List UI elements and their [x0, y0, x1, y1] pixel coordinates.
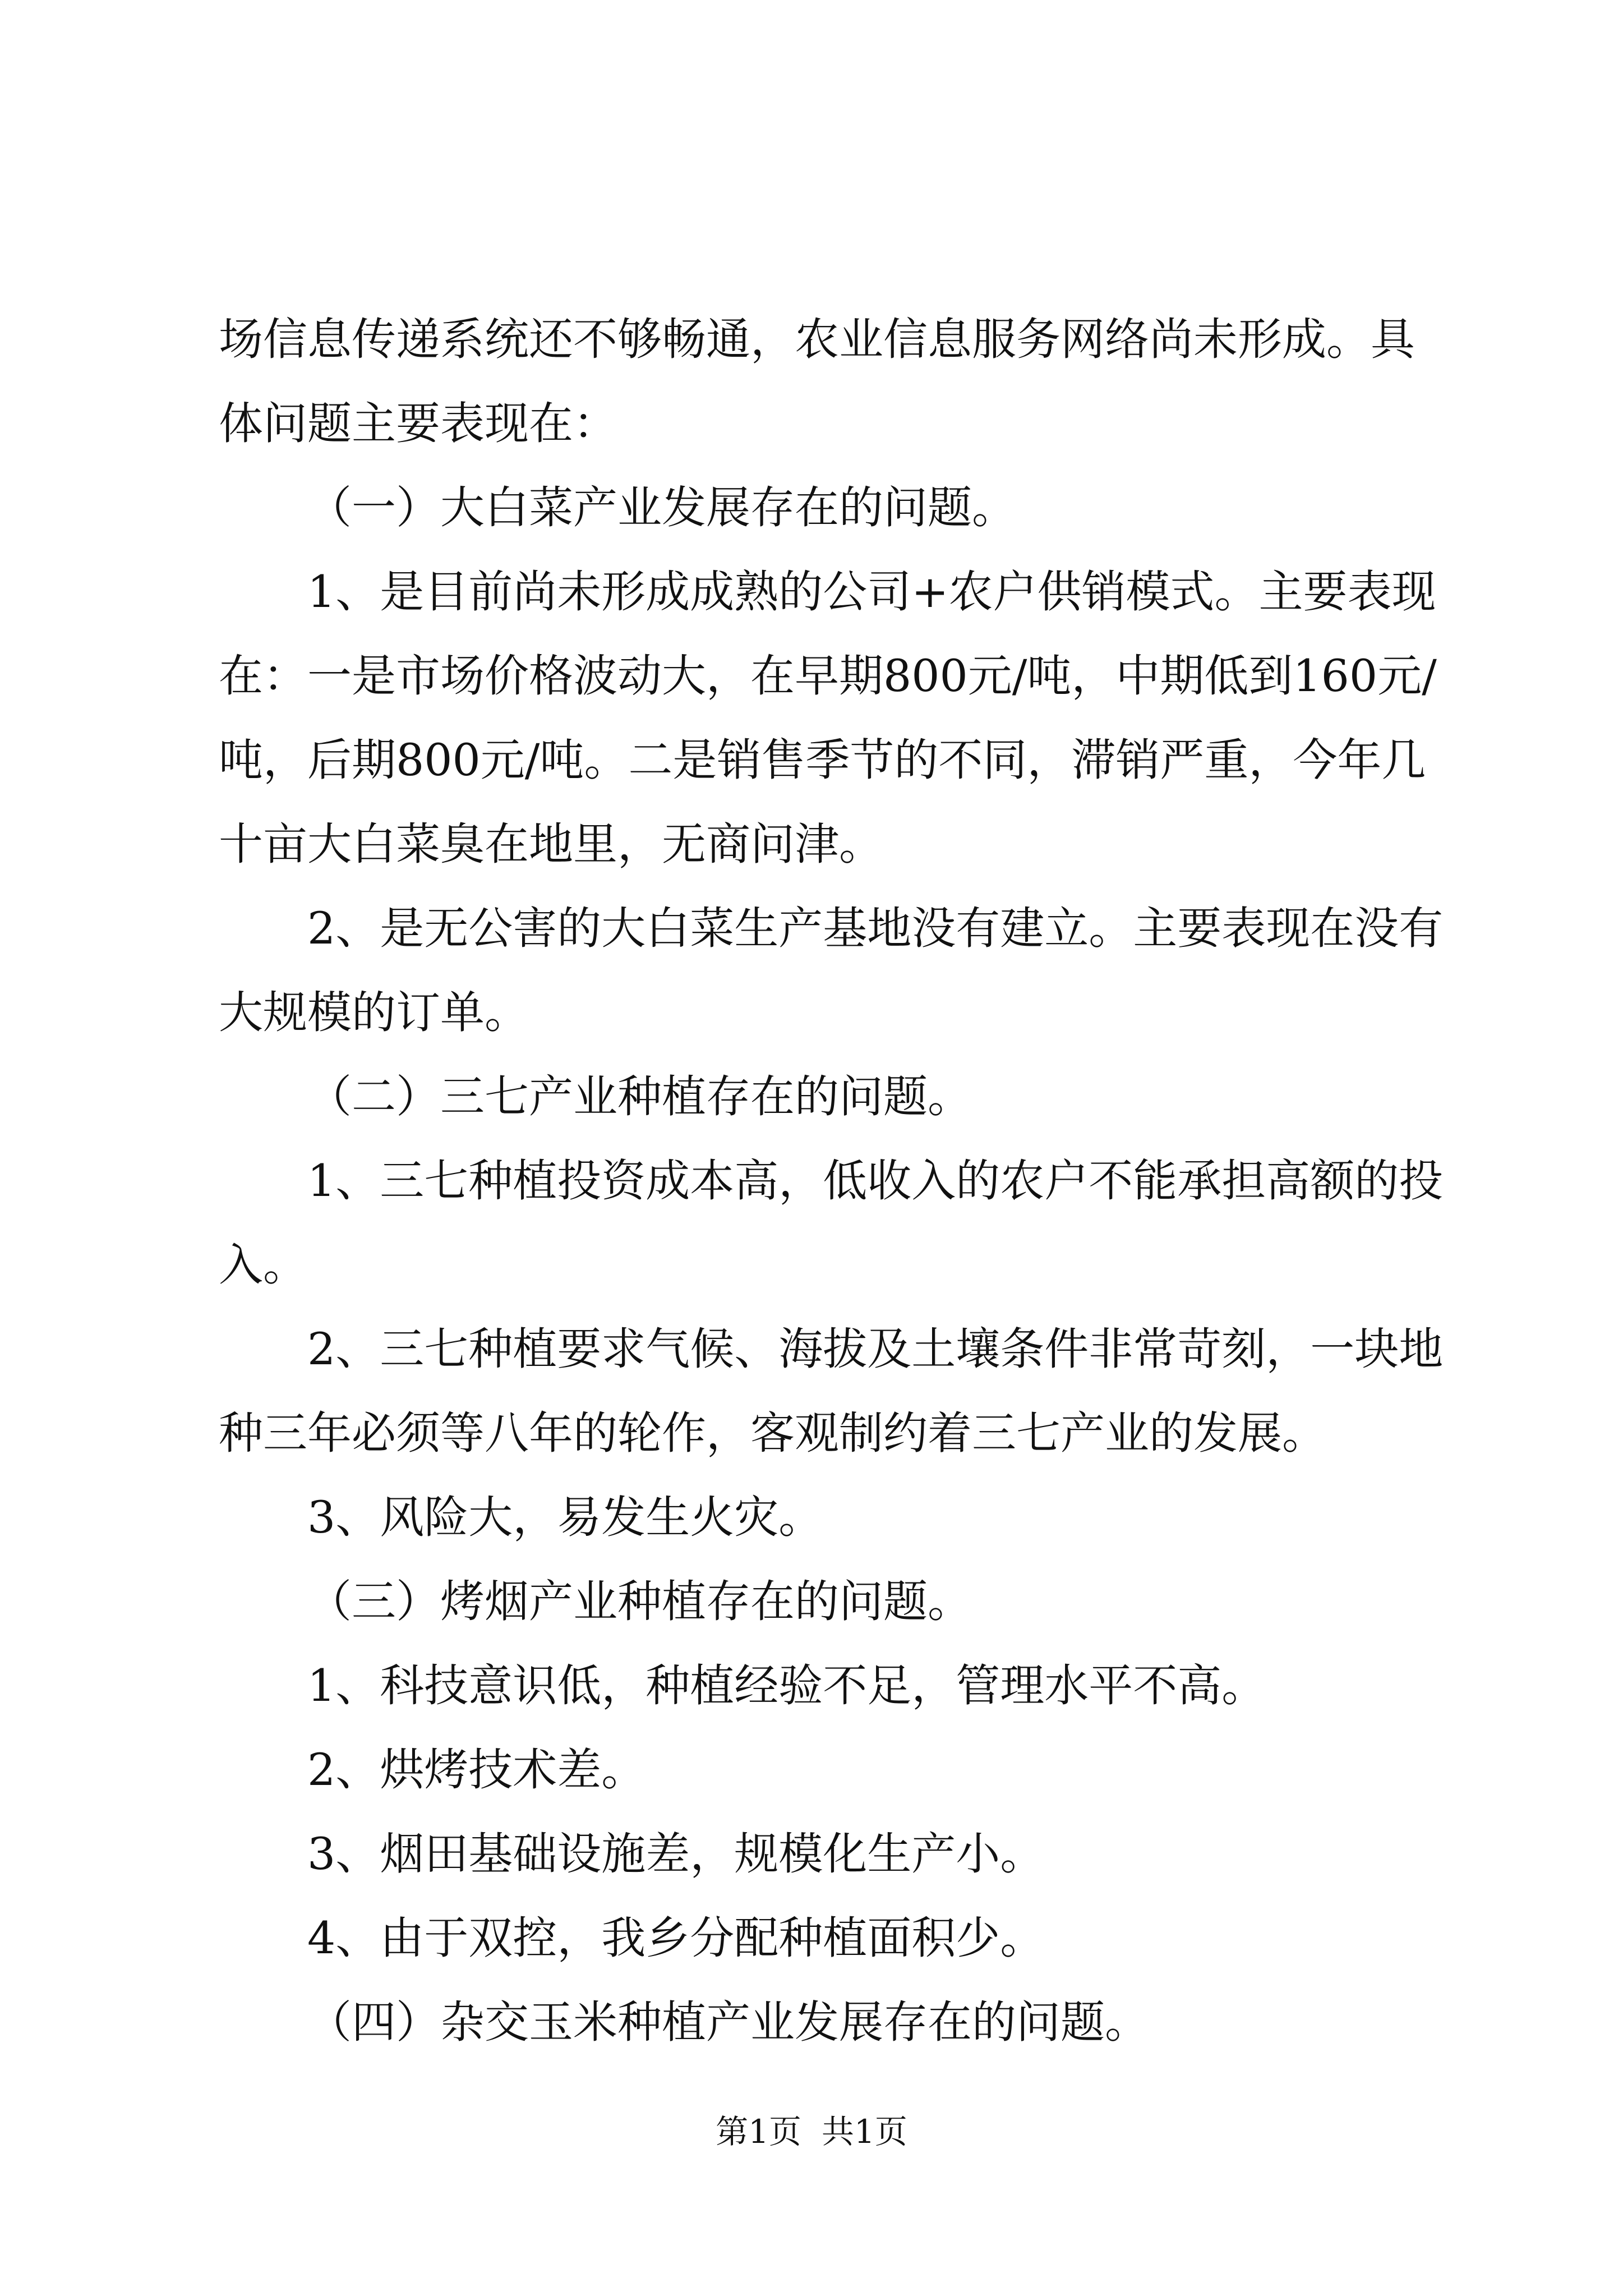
- paragraph-sanqi-3: 3、风险大，易发生火灾。: [307, 1492, 823, 1543]
- section-heading-cabbage: （一）大白菜产业发展存在的问题。: [307, 482, 1016, 533]
- paragraph-tobacco-2: 2、烘烤技术差。: [307, 1744, 646, 1796]
- paragraph-tobacco-3: 3、烟田基础设施差，规模化生产小。: [307, 1828, 1045, 1880]
- paragraph-sanqi-1: 1、三七种植投资成本高，低收入的农户不能承担高额的投入。: [219, 1155, 1444, 1291]
- page-footer: [0, 2109, 1623, 2154]
- page-number-total: 共1页: [822, 2113, 907, 2151]
- document-body: [219, 297, 1453, 2064]
- paragraph-sanqi-2: 2、三七种植要求气候、海拔及土壤条件非常苛刻，一块地种三年必须等八年的轮作，客观制约着三七产业的发展。: [219, 1323, 1444, 1459]
- paragraph-tobacco-4: 4、由于双控，我乡分配种植面积少。: [307, 1912, 1045, 1964]
- paragraph-cabbage-2: 2、是无公害的大白菜生产基地没有建立。主要表现在没有大规模的订单。: [219, 903, 1444, 1038]
- paragraph-tobacco-1: 1、科技意识低，种植经验不足，管理水平不高。: [307, 1660, 1266, 1711]
- paragraph-intro: 场信息传递系统还不够畅通，农业信息服务网络尚未形成。具体问题主要表现在：: [219, 314, 1415, 449]
- paragraph-cabbage-1: 1、是目前尚未形成成熟的公司+农户供销模式。主要表现在：一是市场价格波动大，在早期800元/吨，中期低到160元/吨，后期800元/吨。二是销售季节的不同，滞销严重，今年几十亩大白菜臭在地里，无商问津。: [219, 566, 1437, 870]
- section-heading-tobacco: （三）烤烟产业种植存在的问题。: [307, 1576, 972, 1627]
- section-heading-sanqi: （二）三七产业种植存在的问题。: [307, 1071, 972, 1122]
- page-number-current: 第1页: [716, 2113, 801, 2151]
- section-heading-corn: （四）杂交玉米种植产业发展存在的问题。: [307, 1996, 1149, 2048]
